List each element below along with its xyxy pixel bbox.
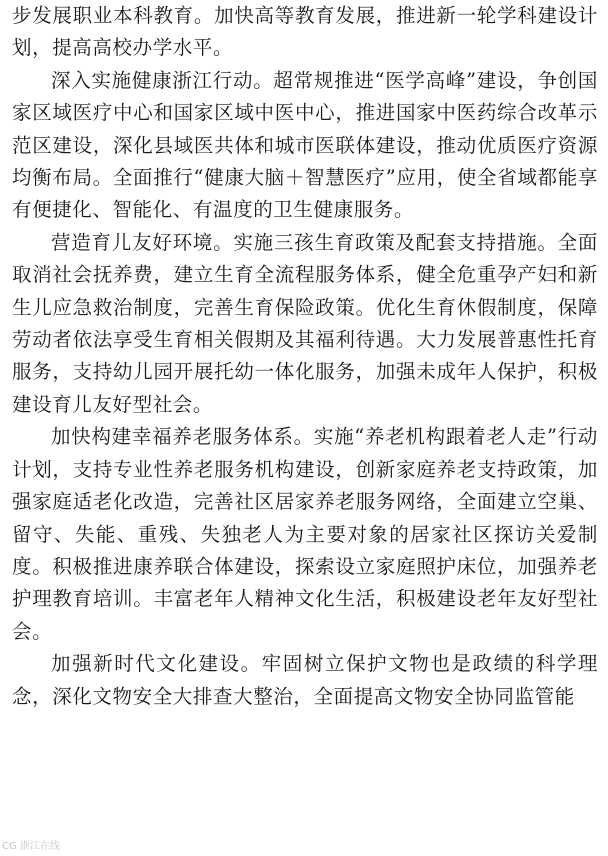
paragraph-culture: 加强新时代文化建设。牢固树立保护文物也是政绩的科学理念，深化文物安全大排查大整治，全面提高文物安全协同监管能	[12, 652, 598, 708]
paragraph-healthy-zhejiang: 深入实施健康浙江行动。超常规推进“医学高峰”建设，争创国家区域医疗中心和国家区域中医中心，推进国家中医药综合改革示范区建设，深化县域医共体和城市医联体建设，推动优质医疗资源均衡布局。全面推行“健康大脑＋智慧医疗”应用，使全省域都能享有便捷化、智能化、有温度的卫生健康服务。	[12, 68, 598, 222]
paragraph-elderly-care: 加快构建幸福养老服务体系。实施“养老机构跟着老人走”行动计划，支持专业性养老服务机构建设，创新家庭养老支持政策，加强家庭适老化改造，完善社区居家养老服务网络，全面建立空巢、留守、失能、重残、失独老人为主要对象的居家社区探访关爱制度。积极推进康养联合体建设，探索设立家庭照护床位，加强养老护理教育培训。丰富老年人精神文化生活，积极建设老年友好型社会。	[12, 425, 598, 643]
paragraph-continuation: 步发展职业本科教育。加快高等教育发展，推进新一轮学科建设计划，提高高校办学水平。	[12, 4, 598, 60]
paragraph-child-friendly: 营造育儿友好环境。实施三孩生育政策及配套支持措施。全面取消社会抚养费，建立生育全流程服务体系，健全危重孕产妇和新生儿应急救治制度，完善生育保险政策。优化生育休假制度，保障劳动者依法享受生育相关假期及其福利待遇。大力发展普惠性托育服务，支持幼儿园开展托幼一体化服务，加强未成年人保护，积极建设育儿友好型社会。	[12, 230, 598, 416]
document-body	[12, 0, 598, 713]
watermark-logo: CG 浙江在线	[2, 841, 60, 852]
